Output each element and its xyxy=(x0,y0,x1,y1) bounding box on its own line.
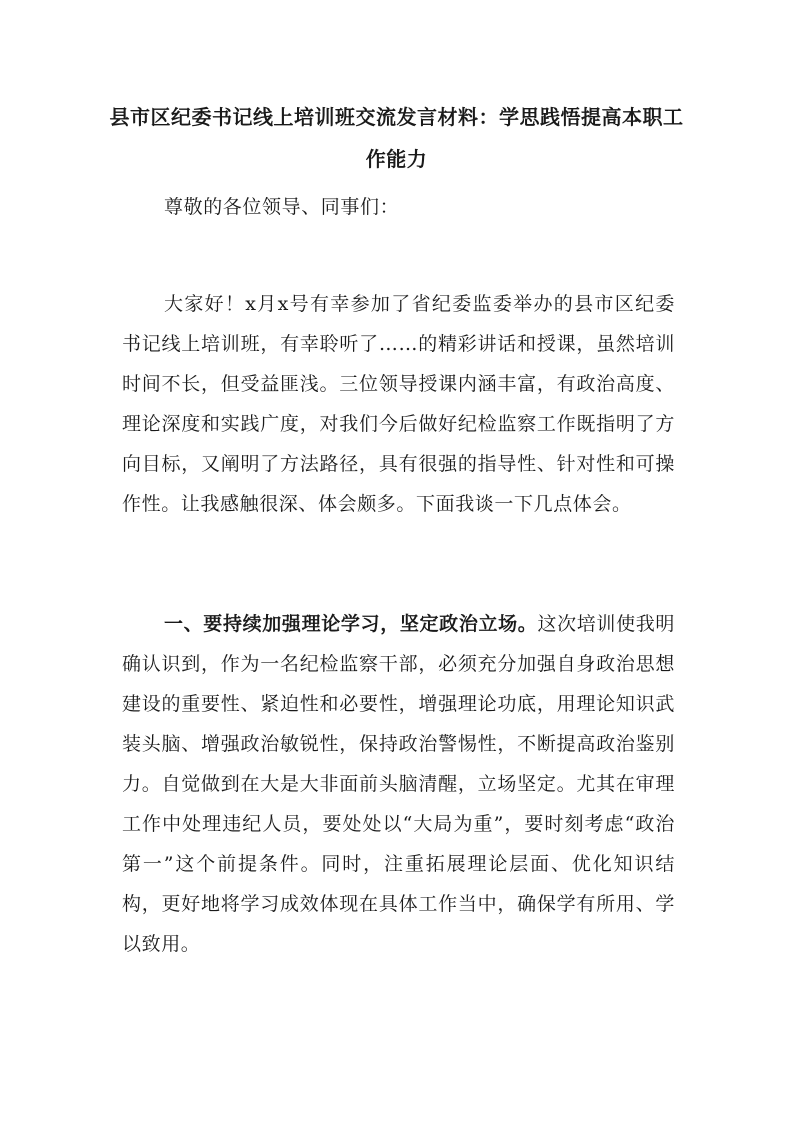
paragraph-intro: 大家好！x月x号有幸参加了省纪委监委举办的县市区纪委书记线上培训班，有幸聆听了……的精彩讲话和授课，虽然培训时间不长，但受益匪浅。三位领导授课内涵丰富，有政治高度、理论深度和实践广度，对我们今后做好纪检监察工作既指明了方向目标，又阐明了方法路径，具有很强的指导性、针对性和可操作性。让我感触很深、体会颇多。下面我谈一下几点体会。 xyxy=(122,293,675,515)
section-1-heading: 一、要持续加强理论学习，坚定政治立场。 xyxy=(164,613,538,635)
section-1-text: 这次培训使我明确认识到，作为一名纪检监察干部，必须充分加强自身政治思想建设的重要性、紧迫性和必要性，增强理论功底，用理论知识武装头脑、增强政治敏锐性，保持政治警惕性，不断提高政治鉴别力。自觉做到在大是大非面前头脑清醒，立场坚定。尤其在审理工作中处理违纪人员，要处处以“大局为重”，要时刻考虑“政治第一”这个前提条件。同时，注重拓展理论层面、优化知识结构，更好地将学习成效体现在具体工作当中，确保学有所用、学以致用。 xyxy=(122,613,676,955)
paragraph-section-1 xyxy=(122,604,675,964)
salutation: 尊敬的各位领导、同事们： xyxy=(164,196,400,218)
document-title: 县市区纪委书记线上培训班交流发言材料：学思践悟提高本职工作能力 xyxy=(109,105,684,171)
